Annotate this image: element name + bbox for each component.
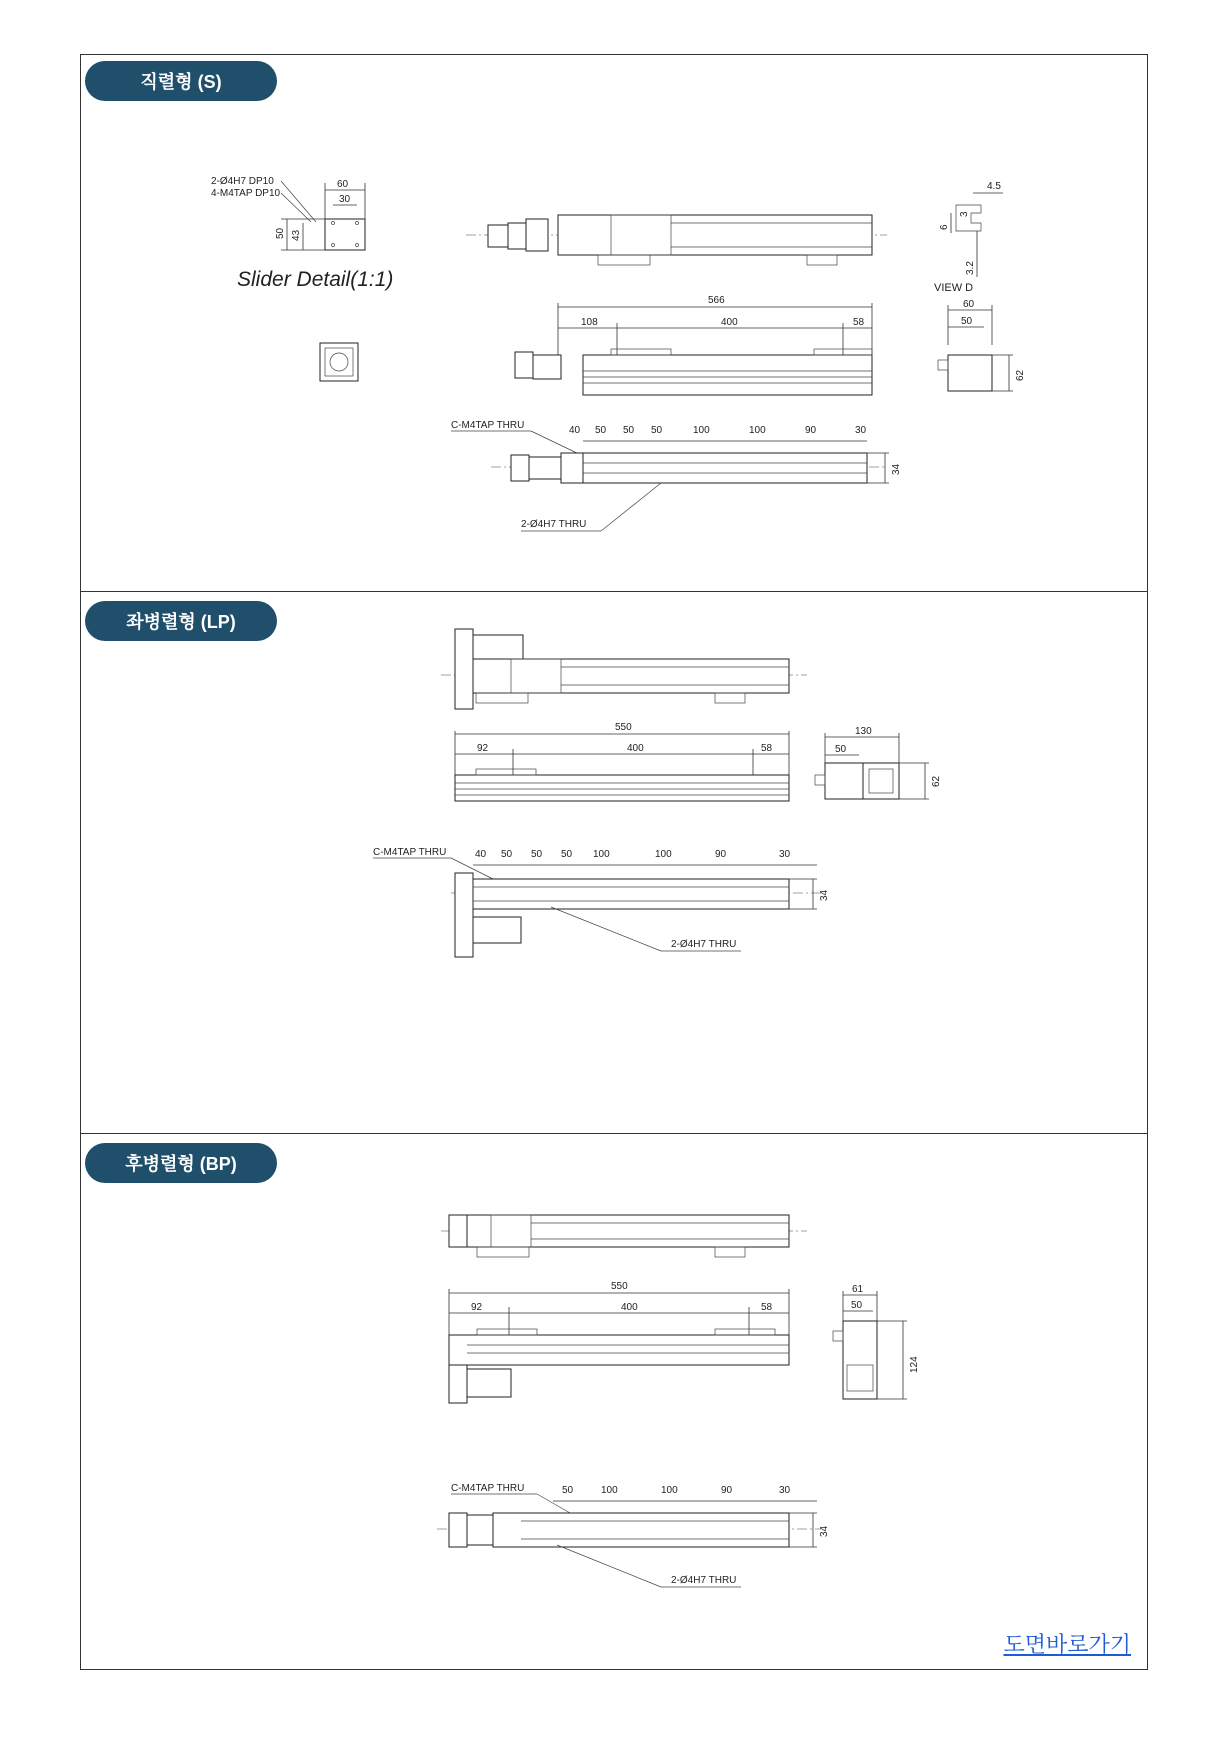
lp-end-view: [815, 726, 942, 799]
s-hole-label: 2-Ø4H7 THRU: [521, 519, 587, 530]
technical-drawings: [81, 55, 1147, 1669]
section-title-s: 직렬형 (S): [85, 61, 277, 101]
lp-pitch-6: 100: [655, 849, 672, 860]
s-left-dim: 108: [581, 317, 598, 328]
s-total-dim: 566: [708, 295, 725, 306]
drawing-shortcut-link[interactable]: 도면바로가기: [1003, 1632, 1131, 1657]
bp-pitch-1: 50: [562, 1485, 574, 1496]
view-d: [934, 181, 1003, 294]
bp-bottom-view: [437, 1483, 830, 1587]
s-end-inner-dim: 50: [961, 316, 973, 327]
bp-pitch-2: 100: [601, 1485, 618, 1496]
slider-hole-label: 2-Ø4H7 DP10: [211, 176, 274, 187]
s-end-height-dim: 62: [1015, 369, 1026, 381]
bp-pitch-5: 30: [779, 1485, 791, 1496]
s-tap-label: C-M4TAP THRU: [451, 420, 525, 431]
s-pitch-2: 50: [595, 425, 607, 436]
lp-total-dim: 550: [615, 722, 632, 733]
bp-tap-label: C-M4TAP THRU: [451, 1483, 525, 1494]
s-right-dim: 58: [853, 317, 865, 328]
bp-end-view: [833, 1284, 920, 1399]
bp-top-view: [441, 1215, 807, 1257]
bp-pitch-4: 90: [721, 1485, 733, 1496]
slider-height-dim: 50: [275, 227, 286, 239]
s-pitch-7: 90: [805, 425, 817, 436]
view-dim-b: 6: [939, 224, 950, 230]
bp-right-dim: 58: [761, 1302, 773, 1313]
lp-left-dim: 92: [477, 743, 489, 754]
slider-hole-height-dim: 43: [291, 229, 302, 241]
view-dim-top: 4.5: [987, 181, 1001, 192]
s-rail-width-dim: 34: [891, 463, 902, 475]
lp-hole-label: 2-Ø4H7 THRU: [671, 939, 737, 950]
lp-stroke-dim: 400: [627, 743, 644, 754]
slider-tap-label: 4-M4TAP DP10: [211, 188, 281, 199]
view-dim-c: 3.2: [965, 261, 976, 275]
lp-pitch-8: 30: [779, 849, 791, 860]
s-pitch-3: 50: [623, 425, 635, 436]
section-title-bp: 후병렬형 (BP): [85, 1143, 277, 1183]
lp-end-height-dim: 62: [931, 775, 942, 787]
bp-side-view: [449, 1281, 789, 1403]
s-pitch-5: 100: [693, 425, 710, 436]
drawing-sheet: [80, 54, 1148, 1670]
lp-pitch-7: 90: [715, 849, 727, 860]
bp-rail-width-dim: 34: [819, 1525, 830, 1537]
lp-pitch-3: 50: [531, 849, 543, 860]
s-pitch-1: 40: [569, 425, 581, 436]
lp-rail-width-dim: 34: [819, 889, 830, 901]
s-pitch-4: 50: [651, 425, 663, 436]
bp-total-dim: 550: [611, 1281, 628, 1292]
s-end-view: [938, 299, 1026, 391]
s-pitch-6: 100: [749, 425, 766, 436]
view-dim-a: 3: [959, 211, 970, 217]
lp-end-inner-dim: 50: [835, 744, 847, 755]
section-title-lp: 좌병렬형 (LP): [85, 601, 277, 641]
lp-pitch-5: 100: [593, 849, 610, 860]
bp-left-dim: 92: [471, 1302, 483, 1313]
bp-end-height-dim: 124: [909, 1356, 920, 1373]
slider-detail-caption: Slider Detail(1:1): [237, 268, 394, 291]
bp-end-width-dim: 61: [852, 1284, 864, 1295]
view-label: VIEW D: [934, 282, 974, 294]
bp-end-inner-dim: 50: [851, 1300, 863, 1311]
lp-bottom-view: [373, 847, 830, 957]
s-side-view: [515, 295, 872, 395]
bp-stroke-dim: 400: [621, 1302, 638, 1313]
lp-right-dim: 58: [761, 743, 773, 754]
s-top-view: [466, 215, 887, 265]
s-pitch-8: 30: [855, 425, 867, 436]
bp-hole-label: 2-Ø4H7 THRU: [671, 1575, 737, 1586]
s-stroke-dim: 400: [721, 317, 738, 328]
s-bottom-view: [451, 420, 902, 531]
lp-pitch-4: 50: [561, 849, 573, 860]
lp-tap-label: C-M4TAP THRU: [373, 847, 447, 858]
slider-width-dim: 60: [337, 179, 349, 190]
lp-end-width-dim: 130: [855, 726, 872, 737]
slider-pitch-dim: 30: [339, 194, 351, 205]
bp-pitch-3: 100: [661, 1485, 678, 1496]
slider-detail-view: [211, 176, 393, 381]
lp-pitch-2: 50: [501, 849, 513, 860]
lp-pitch-1: 40: [475, 849, 487, 860]
s-end-width-dim: 60: [963, 299, 975, 310]
lp-top-view: [441, 629, 807, 709]
lp-side-view: [455, 722, 789, 801]
